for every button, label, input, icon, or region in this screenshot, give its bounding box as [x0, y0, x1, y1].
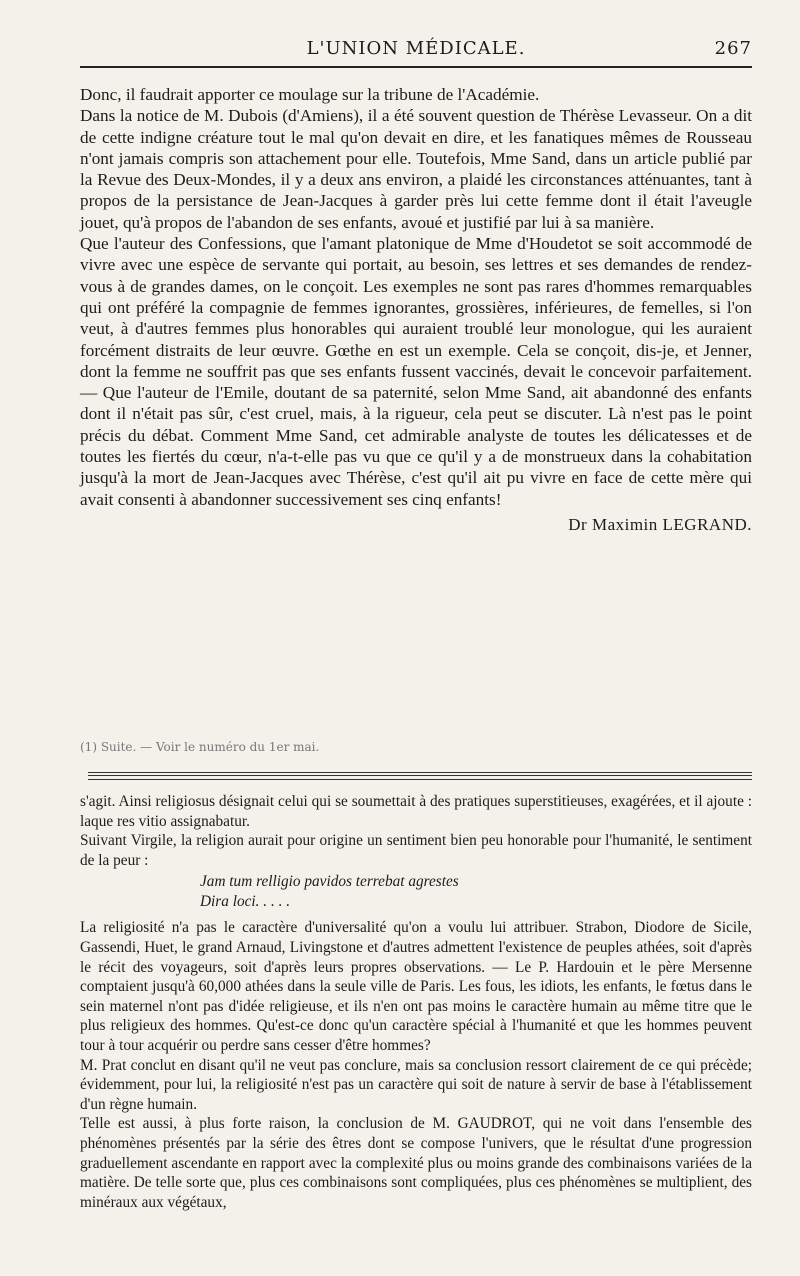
paragraph: Suivant Virgile, la religion aurait pour origine un sentiment bien peu honorable pour l'humanité, le sentiment de la peur : — [80, 832, 752, 869]
paragraph: Telle est aussi, à plus forte raison, la conclusion de M. GAUDROT, qui ne voit dans l'ensemble des phénomènes présentés par la série des êtres dont se compose l'univers, que le résultat d'une progression graduellement ascendante en rapport avec la complexité plus ou moins grande des combinaisons variées de la matière. De telle sorte que, plus ces combinaisons sont compliquées, plus ces phénomènes se multiplient, des minéraux aux végétaux, — [80, 1115, 752, 1211]
page-number: 267 — [714, 38, 752, 59]
footnote: (1) Suite. — Voir le numéro du 1er mai. — [80, 740, 320, 754]
journal-title: L'UNION MÉDICALE. — [306, 38, 526, 59]
author-signature: Dr Maximin LEGRAND. — [568, 514, 752, 534]
article-body — [80, 84, 752, 535]
paragraph: s'agit. Ainsi religiosus désignait celui qui se soumettait à des pratiques superstitieuses, exagérées, et il ajoute : laque res vitio assignabatur. — [80, 793, 752, 830]
paragraph: Dans la notice de M. Dubois (d'Amiens), il a été souvent question de Thérèse Levasseur. On a dit de cette indigne créature tout le mal qu'on devait en dire, et les fanatiques mêmes de Rousseau n'ont jamais compris son attachement pour elle. Toutefois, Mme Sand, dans un article publié par la Revue des Deux-Mondes, il y a deux ans environ, a plaidé les circonstances atténuantes, tant à propos de la persistance de Jean-Jacques à garder près lui cette femme dont il était l'aveugle jouet, qu'à propos de l'abandon de ses enfants, avoué et justifié par lui à sa manière. — [80, 106, 752, 232]
paragraph: M. Prat conclut en disant qu'il ne veut pas conclure, mais sa conclusion ressort clairement de ce qui précède; évidemment, pour lui, la religiosité n'est pas un caractère qui soit de nature à servir de base à l'établissement d'un règne humain. — [80, 1056, 752, 1113]
header-rule — [80, 66, 752, 68]
paragraph: La religiosité n'a pas le caractère d'universalité qu'on a voulu lui attribuer. Strabon, Diodore de Sicile, Gassendi, Huet, le grand Arnaud, Livingstone et d'autres admettent l'existence de peuples athées, soit d'après le récit des voyageurs, soit d'après leurs propres observations. — Le P. Hardouin et le père Mersenne comptaient jusqu'à 60,000 athées dans la seule ville de Paris. Les fous, les idiots, les enfants, le fœtus dans le sein maternel n'ont pas d'idée religieuse, et ils n'en ont pas moins le caractère humain au même titre que le plus religieux des hommes. Qu'est-ce donc qu'un caractère spécial à l'humanité et que les hommes peuvent tour à tour acquérir ou perdre sans cesser d'être hommes? — [80, 919, 752, 1054]
continuation-body — [80, 792, 752, 1212]
latin-quotation — [80, 872, 752, 912]
paragraph: Que l'auteur des Confessions, que l'amant platonique de Mme d'Houdetot se soit accommodé de vivre avec une espèce de servante qui portait, au besoin, ses lettres et ses demandes de rendez-vous à de grandes dames, on le conçoit. Les exemples ne sont pas rares d'hommes remarquables qui ont préféré la compagnie de femmes ignorantes, grossières, inférieures, de femelles, si l'on veut, à d'autres femmes plus honorables qui auraient troublé leur monologue, qui les auraient forcément distraits de leur œuvre. Gœthe en est un exemple. Cela se conçoit, dis-je, et Jenner, dont la femme ne souffrit pas que ses enfants fussent vaccinés, devait le concevoir parfaitement.— Que l'auteur de l'Emile, doutant de sa paternité, selon Mme Sand, ait abandonné des enfants dont il n'était pas sûr, c'est cruel, mais, à la rigueur, cela peut se discuter. Là n'est pas le point précis du débat. Comment Mme Sand, cet admirable analyste de toutes les délicatesses et de toutes les fiertés du cœur, n'a-t-elle pas vu que ce qu'il y a de monstrueux dans la cohabitation jusqu'à la mort de Jean-Jacques avec Thérèse, c'est qu'il ait pu vivre en face de cette mère qui avait consenti à abandonner successivement ses cinq enfants! — [80, 234, 752, 509]
section-divider — [88, 772, 752, 780]
paragraph: Donc, il faudrait apporter ce moulage sur la tribune de l'Académie. — [80, 85, 540, 104]
running-header — [80, 38, 752, 64]
verse-line: Jam tum relligio pavidos terrebat agrestes — [200, 873, 459, 891]
verse-line: Dira loci. . . . . — [200, 893, 291, 911]
